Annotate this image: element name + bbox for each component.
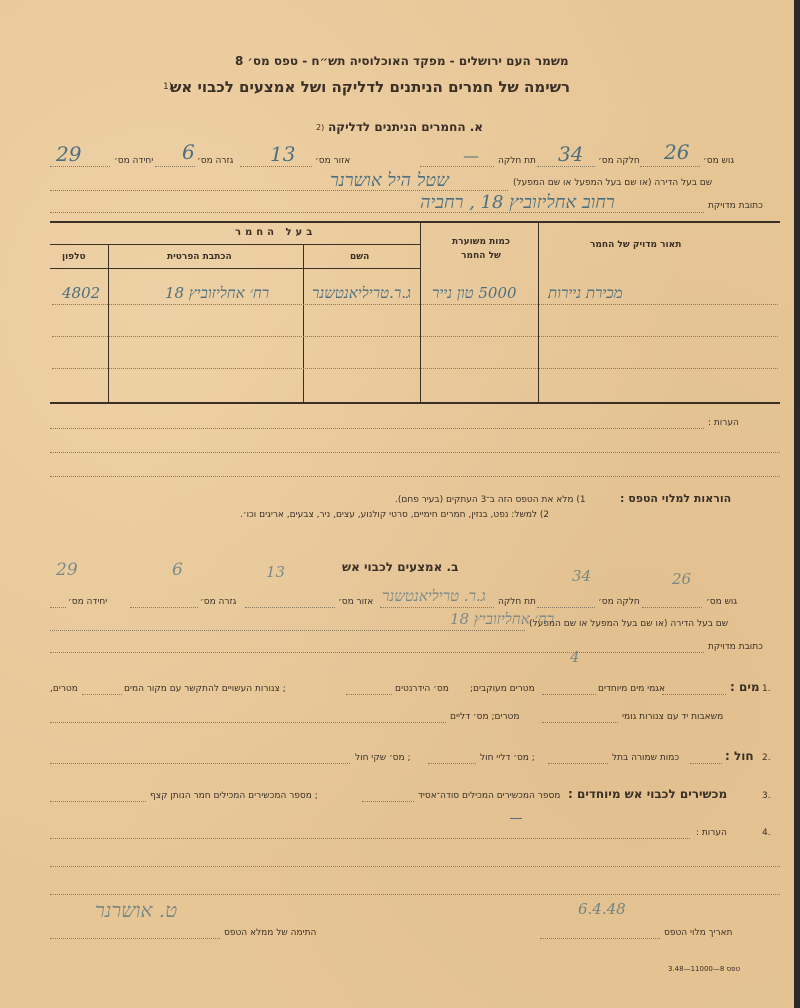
b-notes-line-2 bbox=[50, 866, 780, 867]
section-a-title: א. החמרים הניתנים לדליקה bbox=[328, 120, 484, 134]
b-owner-line bbox=[50, 630, 525, 631]
table-col-divider-1 bbox=[538, 221, 539, 402]
a-owner-label: שם בעל הדירה (או שם בעל המפעל או שם המפעל) bbox=[513, 178, 713, 188]
row-description: מכירת ניירות bbox=[548, 284, 623, 302]
b-item3-label: מכשירים לכבוי אש מיוחדים : bbox=[568, 787, 728, 801]
b-yehida-label: יחידה מס׳ bbox=[68, 597, 108, 607]
b-helka-line bbox=[537, 607, 595, 608]
b-gizra-line bbox=[130, 607, 198, 608]
b-hw-address: רח׳ אחליזוביץ 18 bbox=[450, 610, 555, 628]
col-header-name: השם bbox=[350, 252, 370, 262]
a-gizra-line bbox=[155, 166, 195, 167]
a-notes-line-3 bbox=[50, 476, 780, 477]
table-col-divider-2 bbox=[420, 221, 421, 402]
row-owner-address: רח׳ אחליזוביץ 18 bbox=[165, 284, 270, 302]
form-title-note: 1) bbox=[163, 82, 173, 92]
col-header-owner-group: בעל החמר bbox=[235, 227, 317, 238]
b-hw-gizra: 6 bbox=[172, 560, 183, 580]
a-notes-line-1 bbox=[50, 428, 704, 429]
a-tat-helka-line bbox=[420, 166, 494, 167]
row-owner-name: ג.ר.טריליאנטשנר bbox=[312, 284, 411, 302]
a-ezor-label: אזור מס׳ bbox=[315, 156, 351, 166]
signature-label: התימה של ממלא הטפס bbox=[224, 928, 317, 938]
b-helka-label: חלקה מס׳ bbox=[598, 597, 640, 607]
date-line bbox=[540, 938, 660, 939]
signature-value: ט. אושרנר bbox=[95, 898, 178, 922]
a-notes-label: הערות : bbox=[708, 418, 739, 428]
table-row-line-3 bbox=[52, 368, 778, 369]
b-yehida-line bbox=[50, 607, 66, 608]
a-yehida-value: 29 bbox=[56, 142, 82, 166]
a-tat-helka-value: — bbox=[463, 146, 479, 165]
print-code: טפס 8—11000—3.48 bbox=[668, 965, 741, 973]
instructions-item-1: 1) מלא את הטפס הזה ב־3 העתקים (בעיר פחם). bbox=[395, 495, 586, 505]
table-col-divider-3 bbox=[303, 244, 304, 402]
form-title: רשימה של חמרים הניתנים לדליקה ושל אמצעים לכבוי אש bbox=[170, 78, 571, 96]
table-top-border bbox=[50, 221, 780, 223]
signature-line bbox=[50, 938, 220, 939]
table-bottom-border bbox=[50, 402, 780, 404]
b-address-line bbox=[50, 652, 704, 653]
table-subheader-divider bbox=[50, 244, 420, 245]
b-item3-a: מספר המכשירים המכילים סודה־אסיד bbox=[418, 791, 561, 801]
a-gush-value: 26 bbox=[664, 140, 690, 164]
a-gush-line bbox=[640, 166, 700, 167]
a-ezor-line bbox=[240, 166, 312, 167]
b-item1-a: אגמי מים מיוחדים bbox=[598, 684, 666, 694]
b-item4-label: הערות : bbox=[696, 828, 727, 838]
date-value: 6.4.48 bbox=[578, 900, 626, 918]
instructions-item-2: 2) למשל: נפט, בנזין, חמרים חימיים, סרטי קולנוע, עצים, ניר, צבעים, אריגים וכו׳. bbox=[240, 510, 550, 520]
b-ezor-line bbox=[245, 607, 335, 608]
a-helka-value: 34 bbox=[558, 142, 584, 166]
b-gush-label: גוש מס׳ bbox=[706, 597, 738, 607]
table-row-line-2 bbox=[52, 336, 778, 337]
b-item1-f: משאבות יד עם צנורות גומי bbox=[622, 712, 724, 722]
table-row-line-1 bbox=[52, 304, 778, 305]
b-item2-label: חול : bbox=[725, 749, 754, 763]
b-item3-b: ; מספר המכשירים המכילים חמר הנותן קצף bbox=[150, 791, 318, 801]
b-hw-hydrants: 4 bbox=[570, 648, 580, 666]
b-item4-num: 4. bbox=[762, 828, 771, 838]
form-top-line: משמר העם ירושלים - מפקד האוכלוסיה תש״ח - טפס מס׳ 8 bbox=[235, 54, 569, 68]
a-owner-value: שטל היל אושרנר bbox=[330, 170, 449, 191]
b-gizra-label: גזרה מס׳ bbox=[200, 597, 237, 607]
b-hw-gush: 26 bbox=[672, 570, 692, 588]
b-gush-line bbox=[642, 607, 702, 608]
b-owner-label: שם בעל הדירה (או שם בעל המפעל או שם המפעל) bbox=[529, 619, 729, 629]
a-address-value: רחוב אחליזוביץ 18 , רחביה bbox=[420, 192, 615, 213]
a-gizra-label: גזרה מס׳ bbox=[197, 156, 234, 166]
b-hw-ezor: 13 bbox=[266, 563, 286, 581]
b-hw-yehida: 29 bbox=[56, 560, 78, 580]
col-header-quantity: כמות משוערת של החמר bbox=[452, 237, 510, 261]
a-notes-line-2 bbox=[50, 452, 780, 453]
b-item1-b: מטרים מעוקבים; bbox=[470, 684, 535, 694]
b-item2-a: כמות שמורה בתל bbox=[612, 753, 680, 763]
date-label: תאריך מלוי הטפס bbox=[664, 928, 733, 938]
table-col-divider-4 bbox=[108, 244, 109, 402]
b-ezor-label: אזור מס׳ bbox=[338, 597, 374, 607]
row-quantity: 5000 טון נייר bbox=[432, 284, 517, 302]
row-phone: 4802 bbox=[62, 284, 101, 302]
b-item1-g: מטרים; מס׳ דליים bbox=[450, 712, 520, 722]
b-hw-helka: 34 bbox=[572, 567, 592, 585]
a-tat-helka-label: תת חלקה bbox=[498, 156, 536, 166]
instructions-label: הוראות למלוי הטפס : bbox=[620, 492, 732, 505]
b-item1-d: ; צנורות העשויים להתקשר עם מקור המים bbox=[124, 684, 286, 694]
a-ezor-value: 13 bbox=[270, 142, 296, 166]
b-item1-num: 1. bbox=[762, 684, 771, 694]
a-gizra-value: 6 bbox=[182, 140, 195, 164]
b-tat-helka-label: תת חלקה bbox=[498, 597, 536, 607]
table-header-divider bbox=[50, 268, 420, 269]
b-item3-num: 3. bbox=[762, 791, 771, 801]
b-item1-e: מטרים, bbox=[50, 684, 78, 694]
b-item1-c: מס׳ הידרנטים bbox=[395, 684, 449, 694]
b-item2-c: ; מס׳ שקי חול bbox=[355, 753, 411, 763]
b-address-label: כתובת מדויקת bbox=[708, 642, 763, 652]
col-header-address: הכתבת הפרטית bbox=[167, 252, 232, 262]
col-header-description: תאור מדויק של החמר bbox=[590, 240, 682, 250]
a-gush-label: גוש מס׳ bbox=[703, 156, 735, 166]
section-a-title-note: 2) bbox=[316, 123, 325, 132]
a-helka-line bbox=[537, 166, 595, 167]
b-item1-label: מים : bbox=[730, 680, 760, 694]
b-tat-helka-line bbox=[380, 607, 494, 608]
a-helka-label: חלקה מס׳ bbox=[598, 156, 640, 166]
col-header-phone: טלפון bbox=[62, 252, 86, 262]
a-yehida-label: יחידה מס׳ bbox=[114, 156, 154, 166]
b-item2-num: 2. bbox=[762, 753, 771, 763]
b-notes-line-3 bbox=[50, 894, 780, 895]
b-item2-b: ; מס׳ דליי חול bbox=[480, 753, 535, 763]
a-yehida-line bbox=[50, 166, 110, 167]
a-address-label: כתובת מדויקת bbox=[708, 201, 763, 211]
b-hw-owner: ג.ר. טריליאנטשנר bbox=[382, 587, 486, 605]
section-b-title: ב. אמצעים לכבוי אש bbox=[342, 560, 459, 574]
b-notes-line-1 bbox=[50, 838, 690, 839]
